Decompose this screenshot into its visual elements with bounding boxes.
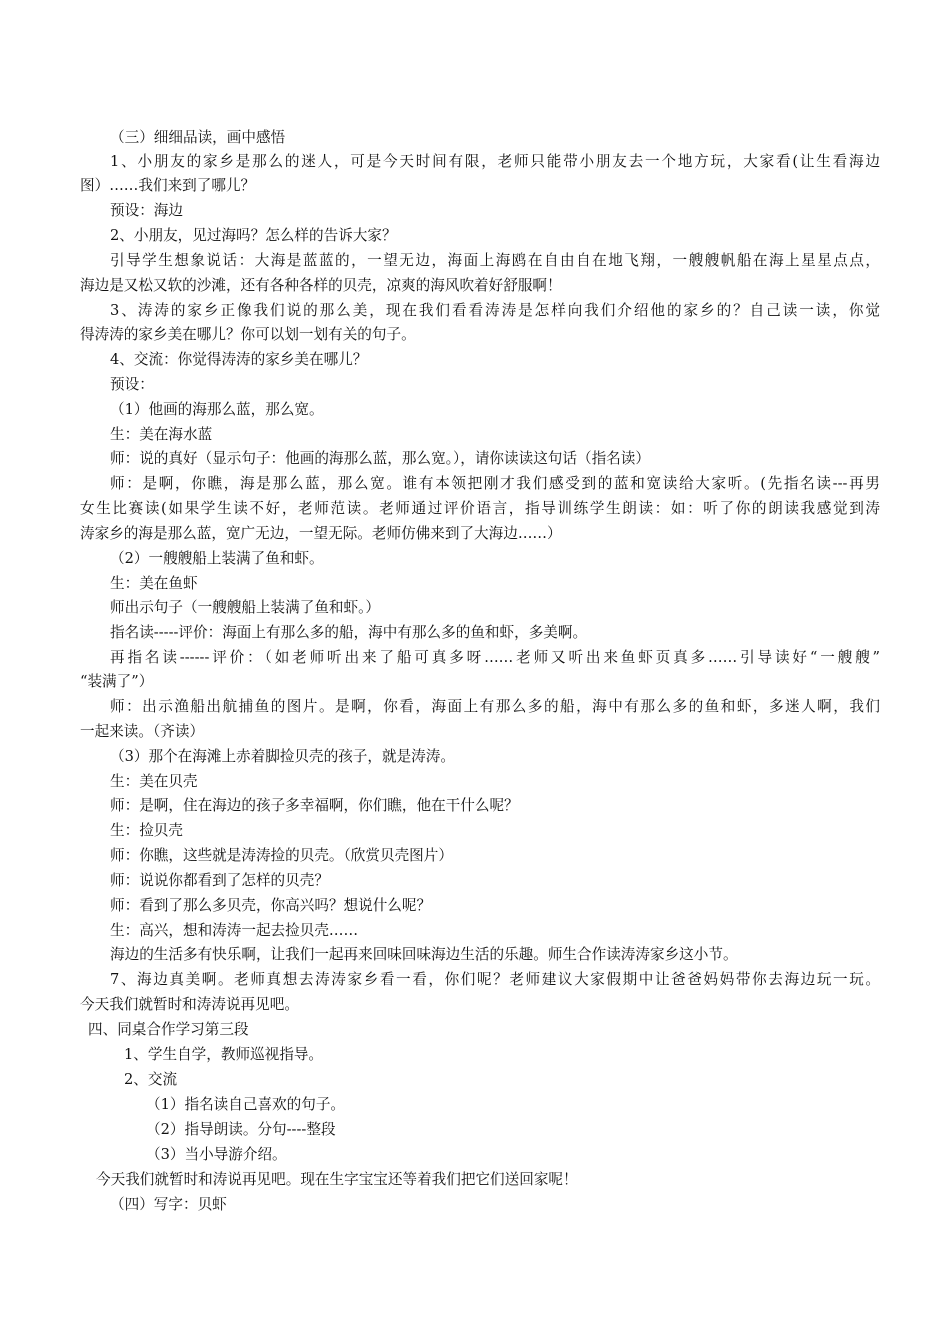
paragraph-line: 师：说说你都看到了怎样的贝壳？ xyxy=(110,872,329,889)
paragraph-line: （2）指导朗读。分句----整段 xyxy=(146,1121,336,1138)
paragraph-line: 海边是又松又软的沙滩，还有各种各样的贝壳，凉爽的海风吹着好舒服啊！ xyxy=(80,277,562,294)
paragraph-line: （1）他画的海那么蓝，那么宽。 xyxy=(110,401,324,418)
paragraph-line: 预设：海边 xyxy=(110,202,183,219)
paragraph-line: 3、涛涛的家乡正像我们说的那么美，现在我们看看涛涛是怎样向我们介绍他的家乡的？自己读一读，你觉 xyxy=(110,302,880,319)
paragraph-line: 1、小朋友的家乡是那么的迷人，可是今天时间有限，老师只能带小朋友去一个地方玩，大家看(让生看海边 xyxy=(110,153,880,170)
section-heading: （三）细细品读，画中感悟 xyxy=(110,129,286,146)
section-heading: 四、同桌合作学习第三段 xyxy=(88,1021,249,1038)
paragraph-line: 师：是啊，住在海边的孩子多幸福啊，你们瞧，他在干什么呢？ xyxy=(110,797,519,814)
paragraph-line: （3）当小导游介绍。 xyxy=(146,1146,287,1163)
paragraph-line: 今天我们就暂时和涛说再见吧。现在生字宝宝还等着我们把它们送回家呢！ xyxy=(96,1171,578,1188)
paragraph-line: 涛家乡的海是那么蓝，宽广无边，一望无际。老师仿佛来到了大海边……） xyxy=(80,525,562,542)
paragraph-line: 生：捡贝壳 xyxy=(110,822,183,839)
paragraph-line: 生：美在海水蓝 xyxy=(110,426,213,443)
paragraph-line: “装满了”） xyxy=(80,673,154,690)
paragraph-line: 一起来读。（齐读） xyxy=(80,723,205,740)
paragraph-line: 师：是啊，你瞧，海是那么蓝，那么宽。谁有本领把刚才我们感受到的蓝和宽读给大家听。(先指名读---再男 xyxy=(110,475,880,492)
paragraph-line: 4、交流：你觉得涛涛的家乡美在哪儿？ xyxy=(110,351,368,368)
paragraph-line: 生：美在贝壳 xyxy=(110,773,198,790)
paragraph-line: 女生比赛读(如果学生读不好，老师范读。老师通过评价语言，指导训练学生朗读：如：听了你的朗读我感觉到涛 xyxy=(80,500,880,517)
paragraph-line: 生：高兴，想和涛涛一起去捡贝壳…… xyxy=(110,922,359,939)
paragraph-line: 今天我们就暂时和涛涛说再见吧。 xyxy=(80,996,299,1013)
paragraph-line: 引导学生想象说话：大海是蓝蓝的，一望无边，海面上海鸥在自由自在地飞翔，一艘艘帆船在海上星星点点， xyxy=(110,252,880,269)
paragraph-line: 生：美在鱼虾 xyxy=(110,575,198,592)
paragraph-line: 预设： xyxy=(110,376,154,393)
paragraph-line: 师出示句子（一艘艘船上装满了鱼和虾。） xyxy=(110,599,380,616)
paragraph-line: 再指名读------评价：（如老师听出来了船可真多呀……老师又听出来鱼虾页真多……引导读好“一艘艘” xyxy=(110,649,880,666)
paragraph-line: 1、学生自学，教师巡视指导。 xyxy=(124,1046,324,1063)
paragraph-line: 师：说的真好（显示句子：他画的海那么蓝，那么宽。），请你读读这句话（指名读） xyxy=(110,450,650,467)
paragraph-line: 师：你瞧，这些就是涛涛捡的贝壳。（欣赏贝壳图片） xyxy=(110,847,453,864)
paragraph-line: 2、小朋友，见过海吗？怎么样的告诉大家？ xyxy=(110,227,397,244)
paragraph-line: 2、交流 xyxy=(124,1071,178,1088)
paragraph-line: 7、海边真美啊。老师真想去涛涛家乡看一看，你们呢？老师建议大家假期中让爸爸妈妈带你去海边玩一玩。 xyxy=(110,971,880,988)
paragraph-line: （1）指名读自己喜欢的句子。 xyxy=(146,1096,346,1113)
paragraph-line: 图）……我们来到了哪儿？ xyxy=(80,177,256,194)
paragraph-line: （3）那个在海滩上赤着脚捡贝壳的孩子，就是涛涛。 xyxy=(110,748,455,765)
paragraph-line: 师：出示渔船出航捕鱼的图片。是啊，你看，海面上有那么多的船，海中有那么多的鱼和虾，多迷人啊，我们 xyxy=(110,698,880,715)
section-heading: （四）写字：贝虾 xyxy=(110,1196,227,1213)
paragraph-line: 师：看到了那么多贝壳，你高兴吗？想说什么呢？ xyxy=(110,897,432,914)
paragraph-line: （2）一艘艘船上装满了鱼和虾。 xyxy=(110,550,324,567)
paragraph-line: 海边的生活多有快乐啊，让我们一起再来回味回味海边生活的乐趣。师生合作读涛涛家乡这小节。 xyxy=(110,946,738,963)
paragraph-line: 指名读-----评价：海面上有那么多的船，海中有那么多的鱼和虾，多美啊。 xyxy=(110,624,588,641)
paragraph-line: 得涛涛的家乡美在哪儿？你可以划一划有关的句子。 xyxy=(80,326,416,343)
